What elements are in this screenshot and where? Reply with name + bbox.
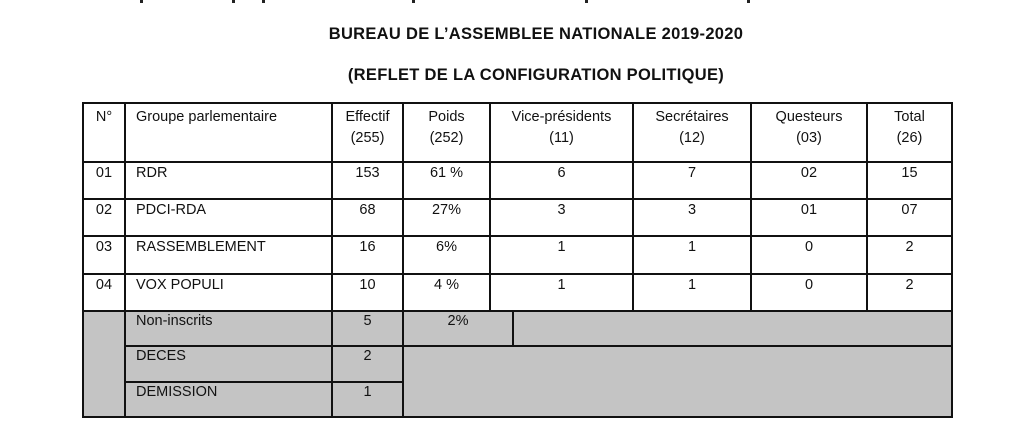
cell-vice-presidents: 1 <box>490 236 633 273</box>
col-header-number: N° <box>83 103 125 162</box>
bureau-table <box>82 102 953 418</box>
cell-number: 03 <box>83 236 125 273</box>
cell-effectif: 68 <box>332 199 403 236</box>
col-header-secretaires: Secrétaires (12) <box>633 103 751 162</box>
cell-total: 2 <box>867 236 952 273</box>
cropped-text-strip <box>0 0 1024 4</box>
cell-vice-presidents: 1 <box>490 274 633 311</box>
grey-empty-area <box>403 346 952 417</box>
table-row-non-inscrits <box>83 311 952 346</box>
col-header-vice-presidents: Vice-présidents (11) <box>490 103 633 162</box>
cell-questeurs: 01 <box>751 199 867 236</box>
col-header-total: Total (26) <box>867 103 952 162</box>
cell-effectif: 2 <box>332 346 403 381</box>
non-inscrits-poids-area <box>403 311 952 346</box>
cell-poids: 27% <box>403 199 490 236</box>
cell-secretaires: 1 <box>633 274 751 311</box>
table-row-deces <box>83 346 952 381</box>
cell-total: 07 <box>867 199 952 236</box>
cell-group: RDR <box>125 162 332 199</box>
cell-total: 2 <box>867 274 952 311</box>
cell-number: 04 <box>83 274 125 311</box>
col-header-questeurs: Questeurs (03) <box>751 103 867 162</box>
table-row <box>83 162 952 199</box>
cell-number: 02 <box>83 199 125 236</box>
col-header-poids: Poids (252) <box>403 103 490 162</box>
cell-effectif: 153 <box>332 162 403 199</box>
document-title: BUREAU DE L’ASSEMBLEE NATIONALE 2019-2020 <box>328 25 744 43</box>
col-header-group: Groupe parlementaire <box>125 103 332 162</box>
cell-group: DEMISSION <box>125 382 332 417</box>
cell-vice-presidents: 6 <box>490 162 633 199</box>
cell-poids: 61 % <box>403 162 490 199</box>
cell-poids: 2% <box>404 312 513 345</box>
cell-secretaires: 1 <box>633 236 751 273</box>
cell-poids: 4 % <box>403 274 490 311</box>
cell-group: VOX POPULI <box>125 274 332 311</box>
cell-group: DECES <box>125 346 332 381</box>
cell-group: PDCI-RDA <box>125 199 332 236</box>
table-header-row <box>83 103 952 162</box>
cell-questeurs: 0 <box>751 236 867 273</box>
cell-effectif: 10 <box>332 274 403 311</box>
cell-questeurs: 0 <box>751 274 867 311</box>
cell-effectif: 16 <box>332 236 403 273</box>
cell-secretaires: 3 <box>633 199 751 236</box>
table-row <box>83 199 952 236</box>
document-subtitle: (REFLET DE LA CONFIGURATION POLITIQUE) <box>347 66 725 84</box>
table-row <box>83 274 952 311</box>
cell-total: 15 <box>867 162 952 199</box>
grey-number-cell <box>83 311 125 417</box>
cell-group: RASSEMBLEMENT <box>125 236 332 273</box>
cell-poids: 6% <box>403 236 490 273</box>
cell-questeurs: 02 <box>751 162 867 199</box>
cell-effectif: 1 <box>332 382 403 417</box>
cell-secretaires: 7 <box>633 162 751 199</box>
cell-number: 01 <box>83 162 125 199</box>
cell-effectif: 5 <box>332 311 403 346</box>
grey-empty-area <box>513 312 951 345</box>
cell-group: Non-inscrits <box>125 311 332 346</box>
col-header-effectif: Effectif (255) <box>332 103 403 162</box>
table-row <box>83 236 952 273</box>
cell-vice-presidents: 3 <box>490 199 633 236</box>
